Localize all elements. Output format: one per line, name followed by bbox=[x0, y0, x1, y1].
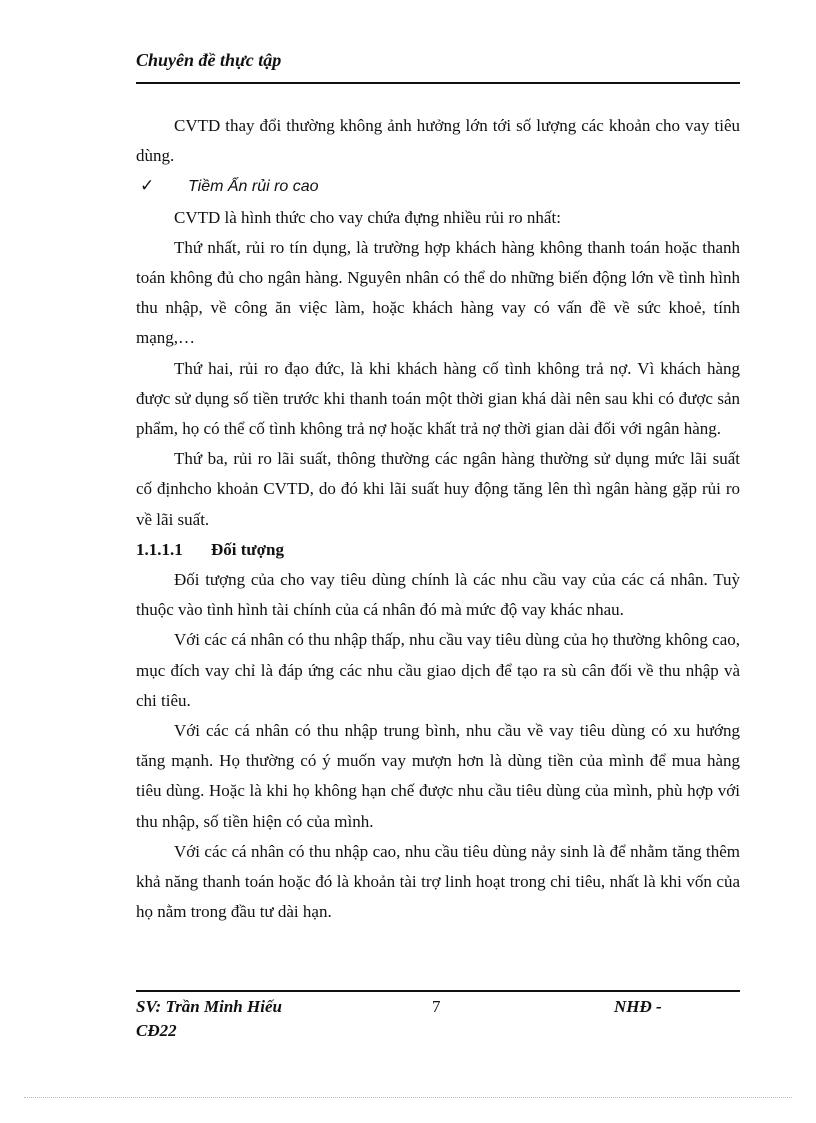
page-header-title: Chuyên đề thực tập bbox=[136, 50, 282, 70]
page-number: 7 bbox=[432, 997, 441, 1016]
footer-student bbox=[136, 995, 282, 1043]
paragraph: Thứ ba, rủi ro lãi suất, thông thường các ngân hàng thường sử dụng mức lãi suất cố địnhcho khoản CVTD, do đó khi lãi suất huy động tăng lên thì ngân hàng gặp rủi ro về lãi suất. bbox=[136, 449, 740, 529]
section-title: Đối tượng bbox=[211, 539, 284, 559]
bullet-label: Tiềm Ẩn rủi ro cao bbox=[188, 178, 319, 196]
checkmark-icon: ✓ bbox=[140, 176, 155, 197]
section-number: 1.1.1.1 bbox=[136, 539, 183, 559]
page-bottom-border bbox=[24, 1097, 792, 1098]
footer-student-name: SV: Trần Minh Hiếu bbox=[136, 997, 282, 1016]
document-body bbox=[136, 111, 740, 927]
section-heading bbox=[136, 535, 740, 565]
footer-divider bbox=[136, 990, 740, 992]
paragraph: CVTD thay đổi thường không ảnh hưởng lớn tới số lượng các khoản cho vay tiêu dùng. bbox=[136, 116, 740, 166]
paragraph: Với các cá nhân có thu nhập trung bình, nhu cầu về vay tiêu dùng có xu hướng tăng mạnh. Họ thường có ý muốn vay mượn hơn là dùng tiền của mình để mua hàng tiêu dùng. Hoặc là khi họ không hạn chế được nhu cầu tiêu dùng của mình, phù hợp với thu nhập, số tiền hiện có của mình. bbox=[136, 721, 740, 831]
paragraph: CVTD là hình thức cho vay chứa đựng nhiều rủi ro nhất: bbox=[174, 207, 561, 227]
paragraph: Thứ nhất, rủi ro tín dụng, là trường hợp khách hàng không thanh toán hoặc thanh toán không đủ cho ngân hàng. Nguyên nhân có thể do những biến động lớn về tình hình thu nhập, về công ăn việc làm, hoặc khách hàng vay có vấn đề về sức khoẻ, tính mạng,… bbox=[136, 237, 740, 348]
paragraph: Đối tượng của cho vay tiêu dùng chính là các nhu cầu vay của các cá nhân. Tuỳ thuộc vào tình hình tài chính của cá nhân đó mà mức độ vay khác nhau. bbox=[136, 570, 740, 620]
footer-department: NHĐ - bbox=[614, 997, 662, 1016]
paragraph: Với các cá nhân có thu nhập thấp, nhu cầu vay tiêu dùng của họ thường không cao, mục đích vay chỉ là đáp ứng các nhu cầu giao dịch để tạo ra sù cân đối về thu nhập và chi tiêu. bbox=[136, 630, 740, 710]
bullet-item bbox=[136, 171, 740, 202]
paragraph: Với các cá nhân có thu nhập cao, nhu cầu tiêu dùng nảy sinh là để nhằm tăng thêm khả năng thanh toán hoặc đó là khoản tài trợ linh hoạt trong chi tiêu, nhất là khi vốn của họ nằm trong đầu tư dài hạn. bbox=[136, 841, 740, 922]
paragraph: Thứ hai, rủi ro đạo đức, là khi khách hàng cố tình không trả nợ. Vì khách hàng được sử dụng số tiền trước khi thanh toán một thời gian khá dài nên sau khi có được sản phẩm, họ có thể cố tình không trả nợ hoặc khất trả nợ thời gian dài đối với ngân hàng. bbox=[136, 358, 740, 439]
header-divider bbox=[136, 82, 740, 84]
footer-student-class: CĐ22 bbox=[136, 1021, 177, 1040]
